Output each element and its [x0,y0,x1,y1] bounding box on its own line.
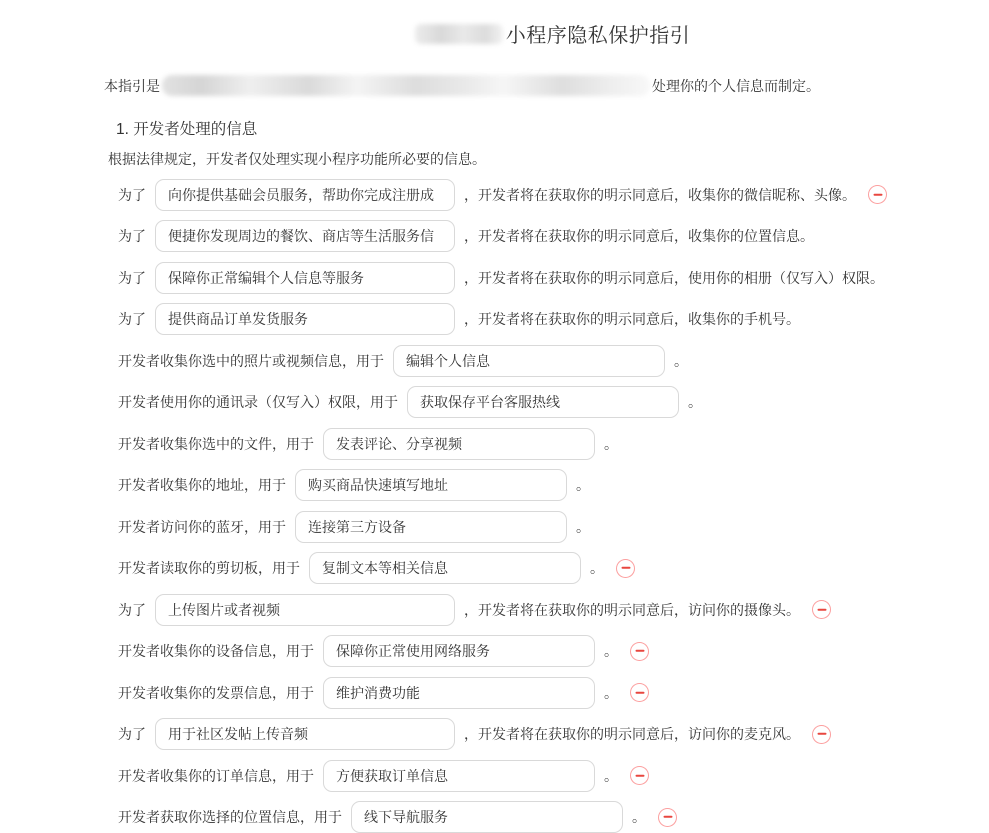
row-prefix-label: 为了 [118,724,146,744]
row-prefix-label: 为了 [118,600,146,620]
minus-circle-icon [817,733,826,735]
purpose-row-15 [118,760,949,792]
row-prefix-label: 开发者获取你选择的位置信息，用于 [118,807,342,827]
purpose-row-14 [118,718,949,750]
purpose-input[interactable] [155,303,455,335]
purpose-input[interactable] [295,469,567,501]
minus-circle-icon [635,650,644,652]
minus-circle-icon [663,816,672,818]
row-suffix-label: 。 [576,517,590,537]
row-prefix-label: 开发者使用你的通讯录（仅写入）权限，用于 [118,392,398,412]
remove-button[interactable] [630,766,649,785]
purpose-row-16 [118,801,949,833]
minus-circle-icon [873,193,882,195]
intro-redaction [162,75,650,96]
purpose-input[interactable] [407,386,679,418]
purpose-input[interactable] [393,345,665,377]
row-suffix-label: 。 [604,434,618,454]
minus-circle-icon [621,567,630,569]
page-title: 小程序隐私保护指引 [506,19,691,48]
purpose-row-7 [118,428,949,460]
row-prefix-label: 开发者收集你的订单信息，用于 [118,766,314,786]
row-suffix-label: 。 [632,807,646,827]
row-prefix-label: 为了 [118,309,146,329]
purpose-row-11 [118,594,949,626]
purpose-row-3 [118,262,949,294]
remove-button[interactable] [630,642,649,661]
purpose-row-10 [118,552,949,584]
purpose-input[interactable] [155,718,455,750]
purpose-input[interactable] [295,511,567,543]
purpose-input[interactable] [323,677,595,709]
row-suffix-label: 。 [604,641,618,661]
minus-circle-icon [635,774,644,776]
row-suffix-label: ，开发者将在获取你的明示同意后，使用你的相册（仅写入）权限。 [464,268,884,288]
row-prefix-label: 开发者收集你的设备信息，用于 [118,641,314,661]
intro-paragraph [104,75,949,96]
row-suffix-label: 。 [604,683,618,703]
minus-circle-icon [817,608,826,610]
purpose-input[interactable] [155,262,455,294]
remove-button[interactable] [868,185,887,204]
row-suffix-label: ，开发者将在获取你的明示同意后，收集你的手机号。 [464,309,800,329]
page-header [130,0,975,48]
row-prefix-label: 开发者收集你的地址，用于 [118,475,286,495]
row-prefix-label: 开发者访问你的蓝牙，用于 [118,517,286,537]
purpose-row-2 [118,220,949,252]
purpose-input[interactable] [155,220,455,252]
remove-button[interactable] [630,683,649,702]
row-suffix-label: ，开发者将在获取你的明示同意后，收集你的微信昵称、头像。 [464,185,856,205]
row-suffix-label: 。 [590,558,604,578]
row-prefix-label: 开发者读取你的剪切板，用于 [118,558,300,578]
purpose-row-12 [118,635,949,667]
row-suffix-label: 。 [604,766,618,786]
row-prefix-label: 为了 [118,226,146,246]
purpose-input[interactable] [309,552,581,584]
row-suffix-label: 。 [576,475,590,495]
purpose-input[interactable] [155,594,455,626]
purpose-input[interactable] [323,635,595,667]
purpose-input[interactable] [155,179,455,211]
row-prefix-label: 开发者收集你选中的照片或视频信息，用于 [118,351,384,371]
purpose-input[interactable] [323,760,595,792]
row-suffix-label: ，开发者将在获取你的明示同意后，收集你的位置信息。 [464,226,814,246]
section-heading: 1. 开发者处理的信息 [116,117,949,139]
purpose-input[interactable] [351,801,623,833]
row-suffix-label: 。 [674,351,688,371]
purpose-rows [104,179,949,833]
purpose-row-13 [118,677,949,709]
row-suffix-label: ，开发者将在获取你的明示同意后，访问你的摄像头。 [464,600,800,620]
section-description: 根据法律规定，开发者仅处理实现小程序功能所必要的信息。 [108,149,949,169]
row-suffix-label: ，开发者将在获取你的明示同意后，访问你的麦克风。 [464,724,800,744]
purpose-row-1 [118,179,949,211]
minus-circle-icon [635,691,644,693]
purpose-row-5 [118,345,949,377]
intro-prefix: 本指引是 [104,76,160,96]
purpose-row-4 [118,303,949,335]
purpose-row-9 [118,511,949,543]
purpose-row-6 [118,386,949,418]
remove-button[interactable] [812,600,831,619]
row-suffix-label: 。 [688,392,702,412]
remove-button[interactable] [616,559,635,578]
row-prefix-label: 为了 [118,185,146,205]
intro-suffix: 处理你的个人信息而制定。 [652,76,820,96]
remove-button[interactable] [658,808,677,827]
row-prefix-label: 开发者收集你的发票信息，用于 [118,683,314,703]
purpose-row-8 [118,469,949,501]
remove-button[interactable] [812,725,831,744]
row-prefix-label: 为了 [118,268,146,288]
purpose-input[interactable] [323,428,595,460]
app-name-redaction [415,24,503,44]
row-prefix-label: 开发者收集你选中的文件，用于 [118,434,314,454]
